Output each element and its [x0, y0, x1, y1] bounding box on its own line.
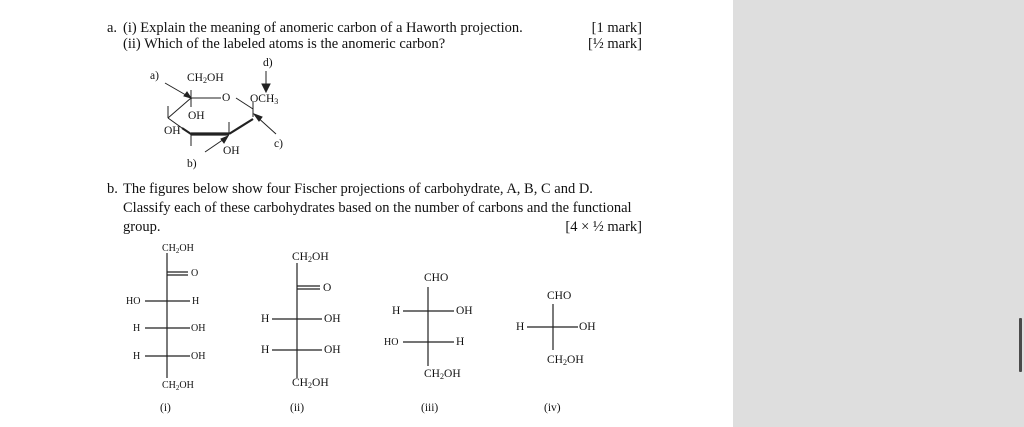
right-group: H [456, 336, 465, 348]
ring-oxygen: O [222, 92, 231, 104]
left-group: H [516, 321, 525, 333]
bottom-group: $CH_2OH$ [547, 354, 584, 367]
question-a-prefix: a. [107, 20, 118, 36]
top-group: $CH_2OH$ [162, 243, 194, 255]
left-group: H [392, 305, 401, 317]
structure-label: (iii) [421, 402, 439, 414]
right-group: OH [579, 321, 596, 333]
bottom-group: $CH_2OH$ [162, 380, 194, 392]
right-group: OH [191, 323, 206, 334]
question-b-marks: [4 × ½ mark] [565, 219, 642, 235]
structure-label: (ii) [290, 402, 305, 414]
scrollbar-thumb[interactable] [1019, 318, 1022, 372]
left-group: H [133, 323, 141, 334]
right-group: OH [456, 305, 473, 317]
structure-label: (iv) [544, 402, 561, 414]
question-a-part-i: (i) Explain the meaning of anomeric carbon of a Haworth projection. [123, 20, 523, 36]
side-panel [733, 0, 1024, 427]
label-a: a) [150, 70, 159, 82]
label-d: d) [263, 57, 273, 69]
label-c: c) [274, 138, 283, 150]
bottom-group: $CH_2OH$ [292, 377, 329, 390]
oh-bottom: OH [223, 145, 240, 157]
top-group: CHO [547, 290, 572, 302]
question-a-part-ii: (ii) Which of the labeled atoms is the anomeric carbon? [123, 36, 446, 52]
right-group: H [192, 296, 200, 307]
left-group: H [261, 344, 270, 356]
question-a-part-ii-marks: [½ mark] [588, 36, 642, 52]
oh-left: OH [164, 125, 181, 137]
top-group: CHO [424, 272, 449, 284]
ch2oh-group: $CH_2OH$ [187, 72, 224, 85]
question-b-line-1: The figures below show four Fischer projections of carbohydrate, A, B, C and D. [123, 181, 593, 197]
right-group: OH [324, 344, 341, 356]
carbonyl-o: O [191, 268, 199, 279]
question-b-line-2: Classify each of these carbohydrates based on the number of carbons and the functional [123, 200, 632, 216]
question-b-line-3: group. [123, 219, 161, 235]
question-b-prefix: b. [107, 181, 118, 197]
question-a-part-i-marks: [1 mark] [591, 20, 642, 36]
left-group: HO [126, 296, 141, 307]
oh-upper: OH [188, 110, 205, 122]
top-group: $CH_2OH$ [292, 251, 329, 264]
left-group: H [133, 351, 141, 362]
left-group: HO [384, 337, 399, 348]
left-group: H [261, 313, 270, 325]
carbonyl-o: O [323, 282, 332, 294]
structure-label: (i) [160, 402, 171, 414]
right-group: OH [191, 351, 206, 362]
och3-group: $OCH_3$ [250, 93, 279, 106]
bottom-group: $CH_2OH$ [424, 368, 461, 381]
right-group: OH [324, 313, 341, 325]
label-b: b) [187, 158, 197, 170]
